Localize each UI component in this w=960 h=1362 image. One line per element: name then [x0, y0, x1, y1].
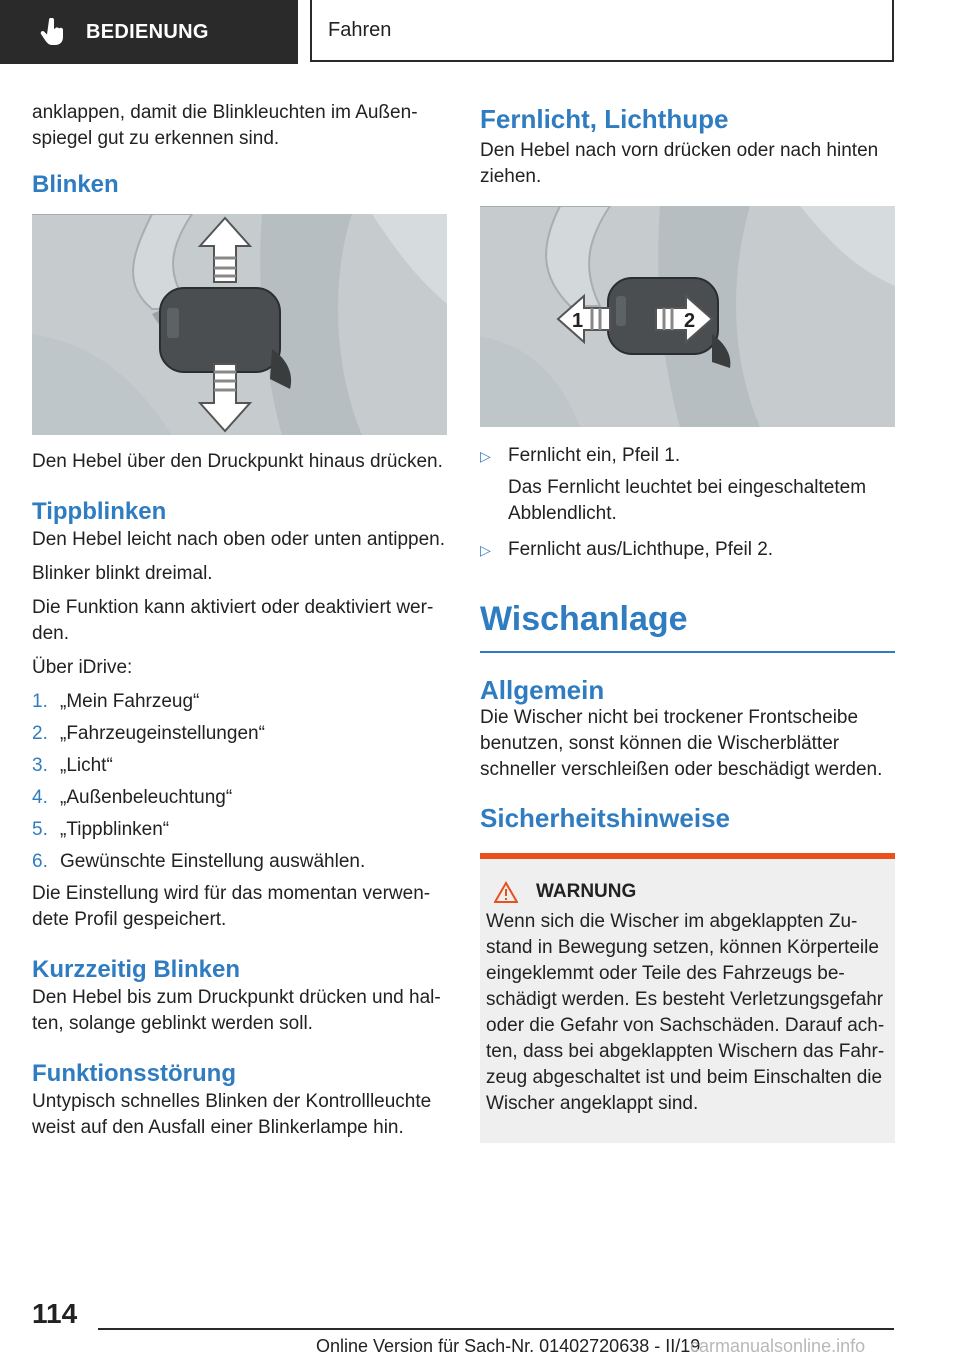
- kurzzeitig-text: Den Hebel bis zum Druckpunkt drücken und halten, solange geblinkt werden soll.: [32, 987, 441, 1034]
- list-item: ▷ Fernlicht ein, Pfeil 1.: [480, 443, 895, 469]
- list-item: 2. „Fahrzeugeinstellungen“: [32, 723, 265, 744]
- list-item: 3. „Licht“: [32, 755, 113, 776]
- hand-pointer-icon: [40, 18, 66, 46]
- tippblinken-p5: Die Einstellung wird für das momentan verwendete Profil gespeichert.: [32, 883, 431, 930]
- left-column: [32, 100, 450, 1149]
- chapter-title: BEDIENUNG: [86, 20, 209, 43]
- blinken-heading: Blinken: [32, 171, 119, 198]
- wischanlage-heading: Wischanlage: [480, 597, 895, 653]
- tippblinken-p1: Den Hebel leicht nach oben oder unten antippen.: [32, 529, 446, 550]
- tippblinken-p2: Blinker blinkt dreimal.: [32, 563, 213, 584]
- high-beam-illustration: [480, 206, 895, 427]
- intro-text: anklappen, damit die Blinkleuchten im Außenspiegel gut zu erkennen sind.: [32, 102, 418, 149]
- warning-title: WARNUNG: [536, 881, 637, 902]
- lever-illustration: [32, 214, 447, 435]
- warning-box: [480, 853, 895, 1143]
- section-tab: [310, 0, 894, 62]
- high-beam-list-2: [480, 537, 895, 563]
- tippblinken-heading: Tippblinken: [32, 498, 167, 525]
- footer-online-version: Online Version für Sach-Nr. 01402720638 - II/19: [316, 1336, 701, 1356]
- right-column: [480, 104, 895, 1143]
- list-item: 4. „Außenbeleuchtung“: [32, 787, 233, 808]
- high-beam-list: [480, 443, 895, 469]
- arrow-1-label: 1: [572, 310, 584, 332]
- arrow-2-label: 2: [684, 310, 696, 332]
- blinken-caption: Den Hebel über den Druckpunkt hinaus drücken.: [32, 451, 443, 472]
- warning-triangle-icon: [494, 881, 518, 903]
- fernlicht-text: Den Hebel nach vorn drücken oder nach hinten ziehen.: [480, 140, 879, 187]
- tippblinken-p3: Die Funktion kann aktiviert oder deaktiviert werden.: [32, 597, 434, 644]
- fernlicht-heading: Fernlicht, Lichthupe: [480, 104, 729, 134]
- funktionsstoerung-heading: Funktionsstörung: [32, 1060, 236, 1087]
- kurzzeitig-heading: Kurzzeitig Blinken: [32, 956, 241, 983]
- watermark: carmanualsonline.info: [690, 1336, 866, 1356]
- idrive-steps: [32, 689, 450, 875]
- warning-header: [494, 881, 889, 903]
- page-number: 114: [32, 1298, 78, 1329]
- list-item: 1. „Mein Fahrzeug“: [32, 691, 200, 712]
- footer-divider: [98, 1328, 894, 1330]
- chapter-tab: [0, 0, 298, 64]
- allgemein-heading: Allgemein: [480, 675, 605, 705]
- tippblinken-p4: Über iDrive:: [32, 657, 133, 678]
- list-item: ▷ Fernlicht aus/Lichthupe, Pfeil 2.: [480, 537, 895, 563]
- list-item: 5. „Tippblinken“: [32, 819, 170, 840]
- allgemein-text: Die Wischer nicht bei trockener Frontscheibe benutzen, sonst können die Wischerblätter schneller verschleißen oder beschädigt werden.: [480, 707, 883, 780]
- warning-text: Wenn sich die Wischer im abgeklappten Zustand in Bewegung setzen, können Körperteile eingeklemmt oder Teile des Fahrzeugs beschädigt werden. Es besteht Verletzungsgefahr oder die Gefahr von Sachschäden. Darauf achten, dass bei abgeklappten Wischern das Fahrzeug abgeschaltet ist und beim Einschalten die Wischer angeklappt sind.: [486, 911, 885, 1114]
- triangle-bullet-icon: ▷: [480, 448, 491, 464]
- list-item-subtext: Das Fernlicht leuchtet bei eingeschaltetem Abblendlicht.: [508, 477, 867, 524]
- section-title: Fahren: [328, 18, 392, 41]
- list-item: 6. Gewünschte Einstellung auswählen.: [32, 851, 366, 872]
- high-beam-lever-image: [480, 206, 895, 427]
- triangle-bullet-icon: ▷: [480, 542, 491, 558]
- turn-signal-lever-image: [32, 214, 447, 435]
- funktionsstoerung-text: Untypisch schnelles Blinken der Kontrollleuchte weist auf den Ausfall einer Blinkerlampe hin.: [32, 1091, 432, 1138]
- sicherheitshinweise-heading: Sicherheitshinweise: [480, 803, 730, 833]
